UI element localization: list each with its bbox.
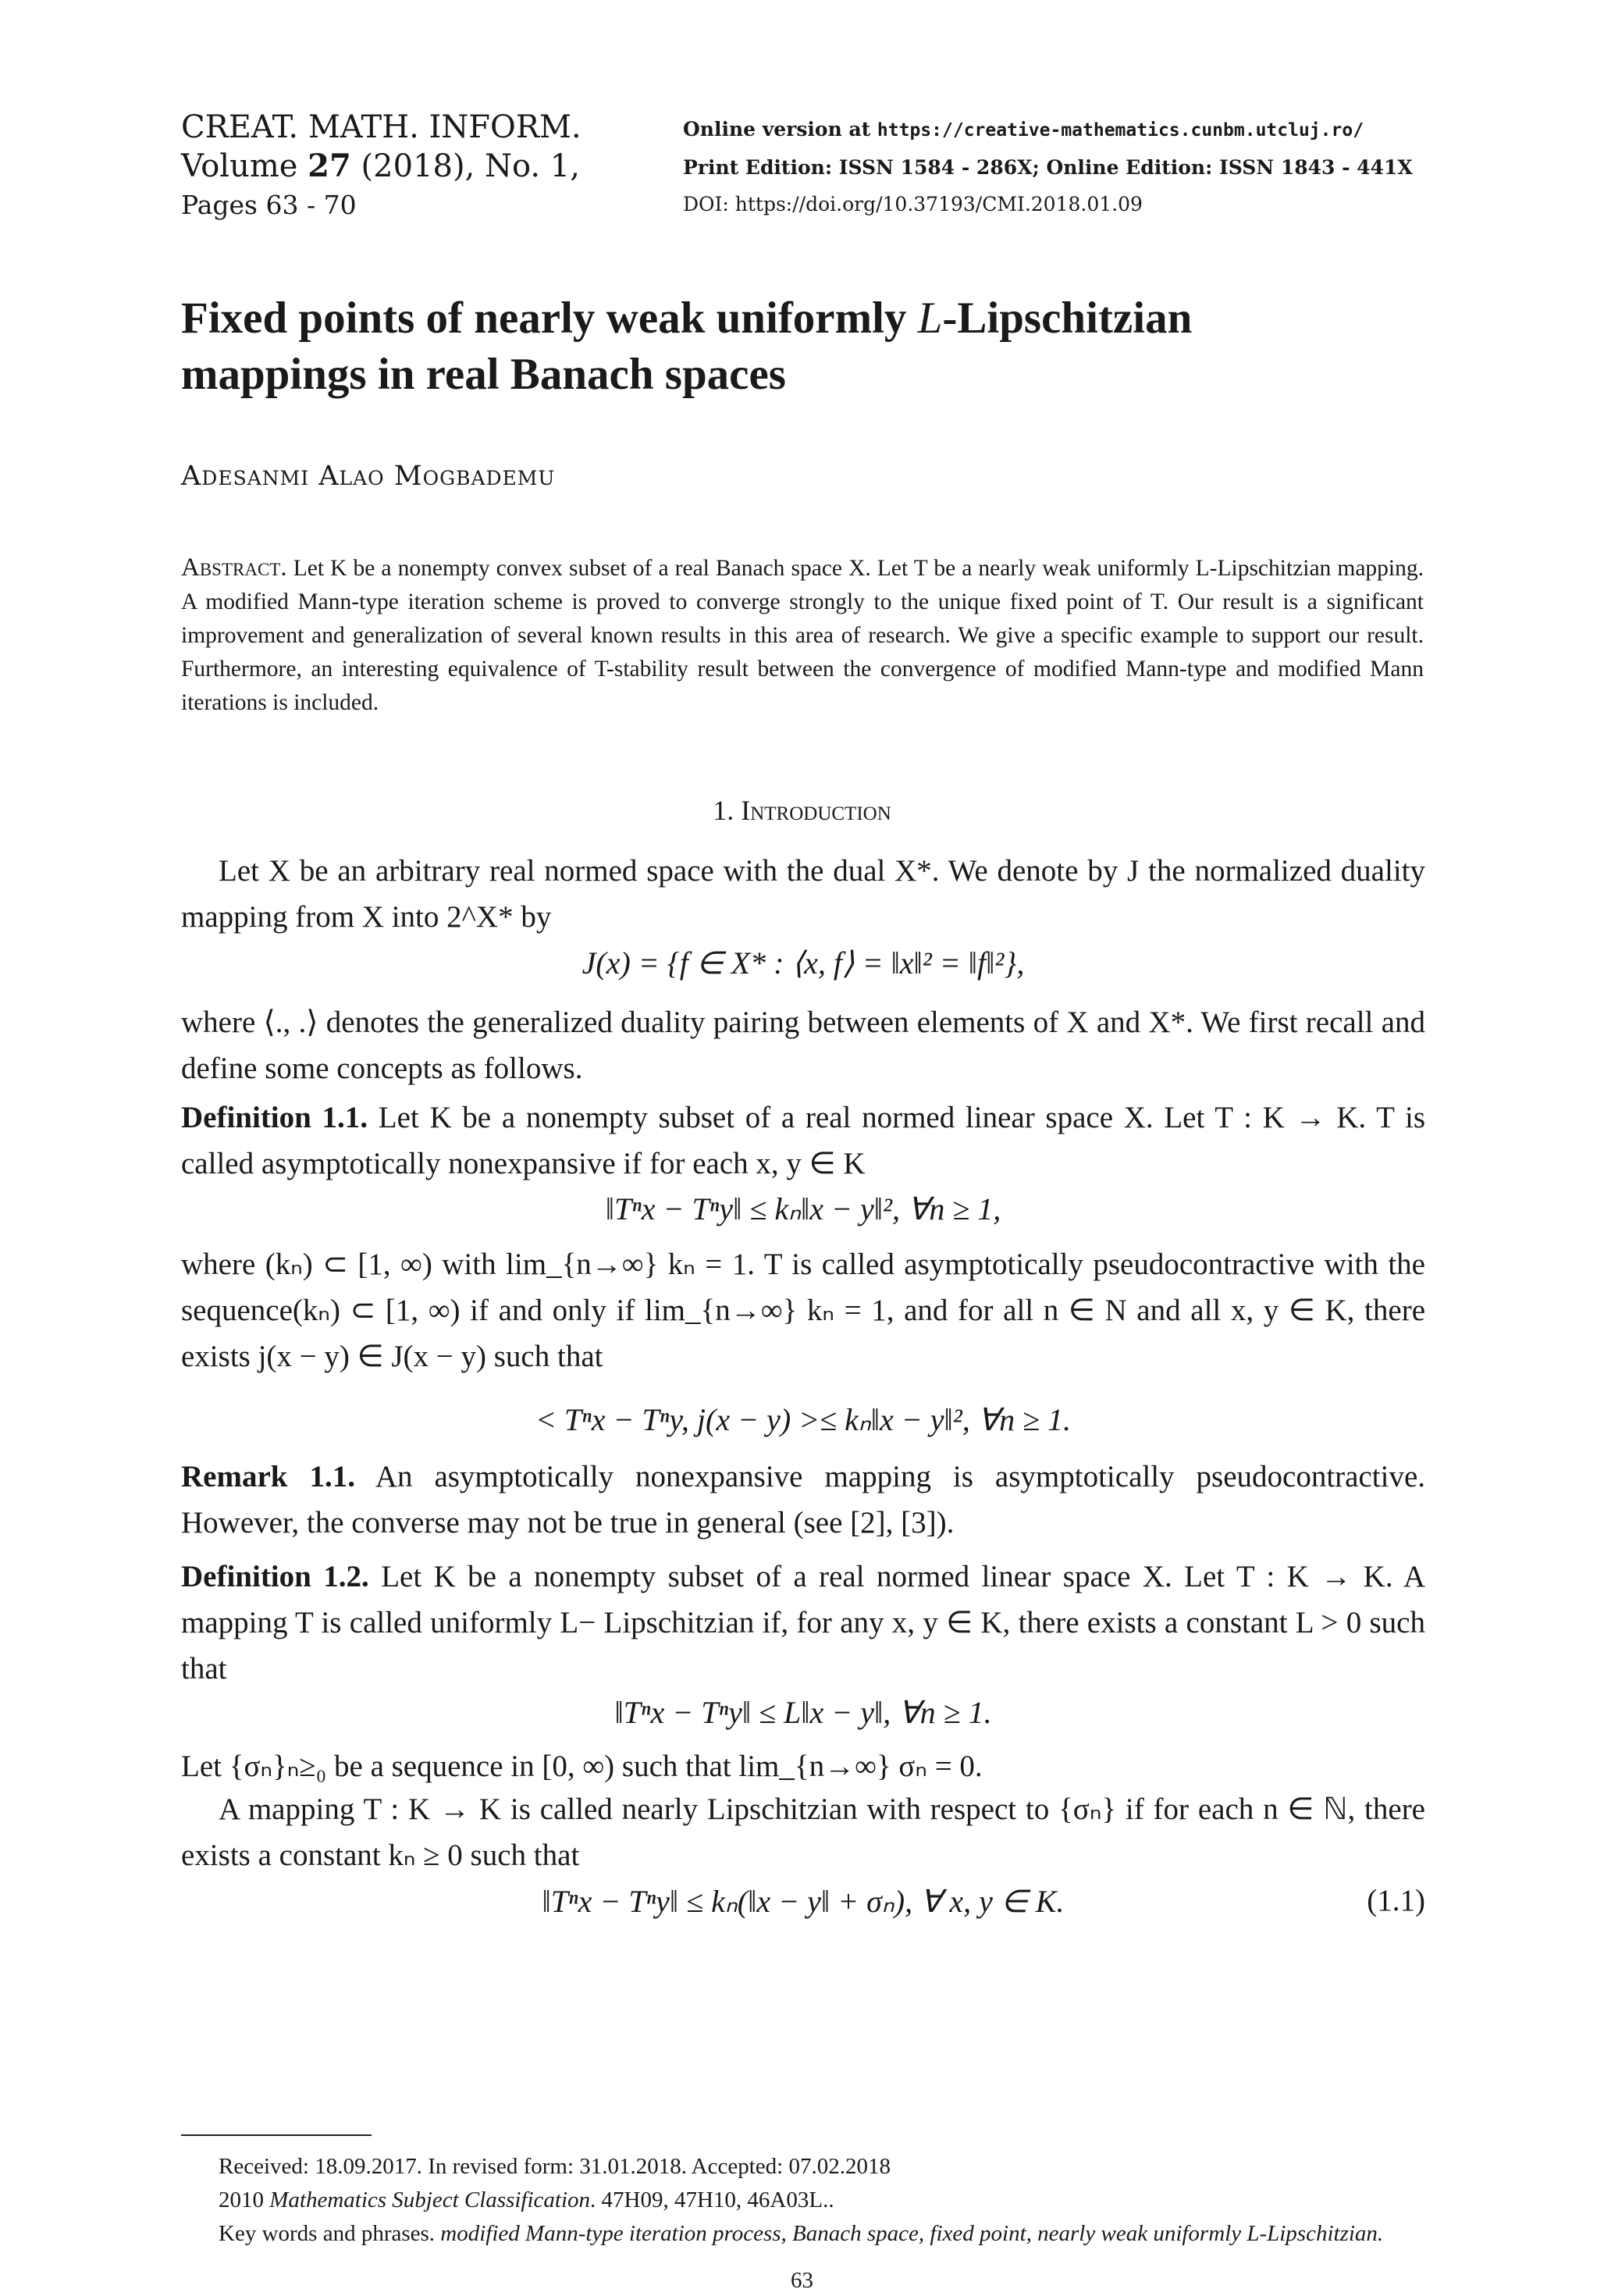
nearly-lipschitzian-paragraph: A mapping T : K → K is called nearly Lipschitzian with respect to {σₙ} if for each n ∈ ℕ, there exists a constant kₙ ≥ 0 such that bbox=[181, 1792, 1425, 1872]
sequence-paragraph: Let {σₙ}ₙ≥₀ be a sequence in [0, ∞) such that lim_{n→∞} σₙ = 0. bbox=[181, 1750, 983, 1783]
abstract-label: Abstract. bbox=[181, 554, 287, 582]
journal-name: CREAT. MATH. INFORM. bbox=[181, 109, 581, 145]
doi-line[interactable]: DOI: https://doi.org/10.37193/CMI.2018.01.09 bbox=[683, 193, 1143, 215]
definition-1-1: Definition 1.1. Let K be a nonempty subset of a real normed linear space X. Let T : K → K. T is called asymptotically nonexpansive if for each x, y ∈ K bbox=[181, 1101, 1426, 1180]
online-version: Online version at https://creative-mathematics.cunbm.utcluj.ro/ bbox=[683, 118, 1364, 141]
footnote-divider bbox=[181, 2134, 372, 2136]
intro-paragraph: Let X be an arbitrary real normed space with the dual X*. We denote by J the normalized duality mapping from X into 2^X* by bbox=[181, 854, 1425, 934]
online-url-link[interactable]: https://creative-mathematics.cunbm.utcluj.ro/ bbox=[877, 120, 1364, 141]
equation-1-1: ‖Tⁿx − Tⁿy‖ ≤ kₙ(‖x − y‖ + σₙ), ∀ x, y ∈ K. bbox=[542, 1884, 1065, 1919]
journal-pages: Pages 63 - 70 bbox=[181, 190, 357, 220]
equation-number: (1.1) bbox=[1367, 1884, 1425, 1917]
definition-1-2: Definition 1.2. Let K be a nonempty subset of a real normed linear space X. Let T : K → K. A mapping T is called uniformly L− Lipschitzian if, for any x, y ∈ K, there exists a constant L > 0 such that bbox=[181, 1560, 1426, 1686]
journal-info bbox=[181, 108, 581, 225]
footnote-keywords: Key words and phrases. modified Mann-type iteration process, Banach space, fixed point, nearly weak uniformly L-Lipschitzian. bbox=[219, 2221, 1384, 2246]
pseudocontractive-paragraph: where (kₙ) ⊂ [1, ∞) with lim_{n→∞} kₙ = 1. T is called asymptotically pseudocontractive with the sequence(kₙ) ⊂ [1, ∞) if and only if lim_{n→∞} kₙ = 1, and for all n ∈ N and all x, y ∈ K, there exists j(x − y) ∈ J(x − y) such that bbox=[181, 1248, 1425, 1373]
publication-info bbox=[683, 111, 1413, 222]
remark-label: Remark 1.1. bbox=[181, 1460, 355, 1493]
duality-pairing-paragraph: where ⟨., .⟩ denotes the generalized duality pairing between elements of X and X*. We first recall and define some concepts as follows. bbox=[181, 1006, 1425, 1085]
definition-label: Definition 1.1. bbox=[181, 1101, 368, 1134]
footnote-msc: 2010 Mathematics Subject Classification. 47H09, 47H10, 46A03L.. bbox=[219, 2187, 834, 2212]
equation-duality-mapping: J(x) = {f ∈ X* : ⟨x, f⟩ = ‖x‖² = ‖f‖²}, bbox=[581, 945, 1025, 981]
author-name: Adesanmi Alao Mogbademu bbox=[181, 461, 556, 492]
equation-uniform-lipschitz: ‖Tⁿx − Tⁿy‖ ≤ L‖x − y‖, ∀n ≥ 1. bbox=[614, 1695, 992, 1730]
paper-title: Fixed points of nearly weak uniformly L-Lipschitzian mappings in real Banach spaces bbox=[181, 294, 1193, 399]
page-number: 63 bbox=[791, 2268, 813, 2293]
definition-label: Definition 1.2. bbox=[181, 1560, 369, 1593]
remark-1-1: Remark 1.1. An asymptotically nonexpansive mapping is asymptotically pseudocontractive. However, the converse may not be true in general (see [2], [3]). bbox=[181, 1460, 1426, 1540]
equation-asymptotic-nonexpansive: ‖Tⁿx − Tⁿy‖ ≤ kₙ‖x − y‖², ∀n ≥ 1, bbox=[605, 1191, 1001, 1226]
footnote-received: Received: 18.09.2017. In revised form: 31.01.2018. Accepted: 07.02.2018 bbox=[219, 2154, 891, 2179]
section-heading: 1. Introduction bbox=[713, 795, 891, 826]
abstract bbox=[181, 551, 1424, 720]
issn-line: Print Edition: ISSN 1584 - 286X; Online Edition: ISSN 1843 - 441X bbox=[683, 156, 1413, 179]
equation-pseudocontractive: < Tⁿx − Tⁿy, j(x − y) >≤ kₙ‖x − y‖², ∀n ≥ 1. bbox=[535, 1402, 1072, 1437]
journal-volume: Volume 27 (2018), No. 1, bbox=[181, 148, 580, 184]
abstract-text: Let K be a nonempty convex subset of a real Banach space X. Let T be a nearly weak uniformly L-Lipschitzian mapping. A modified Mann-type iteration scheme is proved to converge strongly to the unique fixed point of T. Our result is a significant improvement and generalization of several known results in this area of research. We give a specific example to support our result. Furthermore, an interesting equivalence of T-stability result between the convergence of modified Mann-type and modified Mann iterations is included. bbox=[181, 556, 1424, 715]
